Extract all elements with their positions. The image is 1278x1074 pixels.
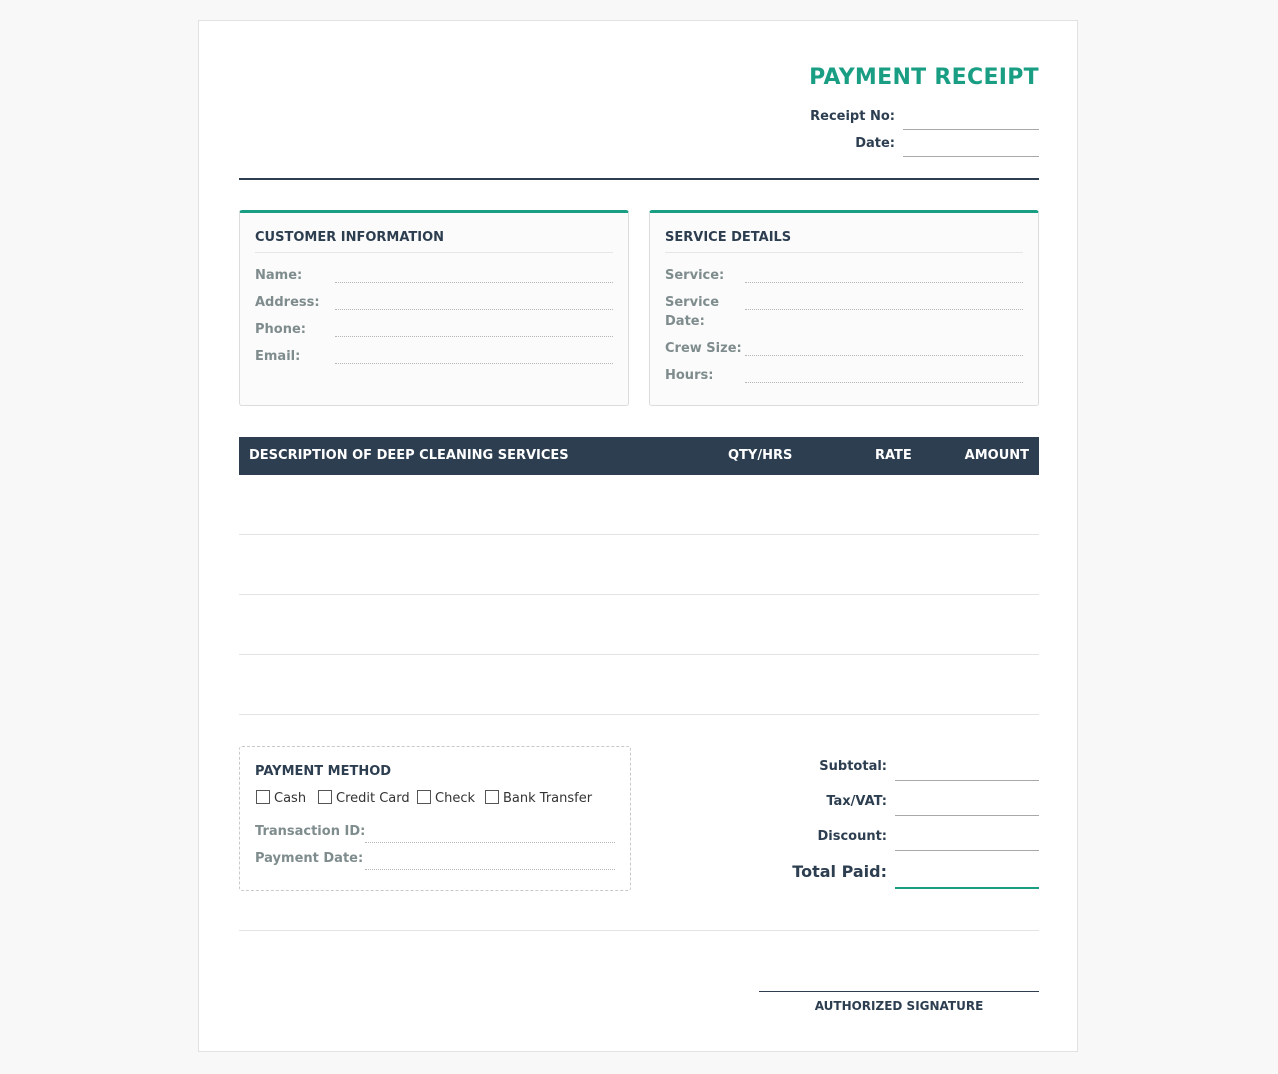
total-paid-row xyxy=(779,859,1039,885)
customer-phone-label: Phone: xyxy=(255,322,306,337)
service-date-label: Service Date: xyxy=(665,295,720,329)
customer-email-field[interactable] xyxy=(335,347,613,364)
check-checkbox[interactable] xyxy=(417,790,431,804)
transaction-id-field[interactable] xyxy=(365,824,615,843)
discount-row xyxy=(779,824,1039,850)
crew-size-label: Crew Size: xyxy=(665,341,742,356)
customer-name-label: Name: xyxy=(255,268,303,283)
signature-label: AUTHORIZED SIGNATURE xyxy=(814,999,984,1013)
receipt-content xyxy=(239,21,1039,1051)
crew-size-field[interactable] xyxy=(745,339,1023,356)
column-header-amount: AMOUNT xyxy=(964,448,1029,463)
total-paid-label: Total Paid: xyxy=(792,862,887,881)
table-row[interactable] xyxy=(239,535,1039,595)
service-field[interactable] xyxy=(745,266,1023,283)
page-title: PAYMENT RECEIPT xyxy=(809,65,1039,90)
service-label: Service: xyxy=(665,268,725,283)
bank-transfer-label: Bank Transfer xyxy=(503,791,593,806)
service-details-card xyxy=(649,210,1039,406)
cash-checkbox[interactable] xyxy=(256,790,270,804)
subtotal-row xyxy=(779,754,1039,780)
hours-label: Hours: xyxy=(665,368,714,383)
receipt-page xyxy=(198,20,1078,1052)
subtotal-field[interactable] xyxy=(895,754,1039,781)
subtotal-label: Subtotal: xyxy=(819,759,887,774)
bank-transfer-checkbox[interactable] xyxy=(485,790,499,804)
receipt-no-field[interactable] xyxy=(903,107,1039,130)
column-header-description: DESCRIPTION OF DEEP CLEANING SERVICES xyxy=(249,448,569,463)
customer-address-field[interactable] xyxy=(335,293,613,310)
customer-phone-field[interactable] xyxy=(335,320,613,337)
table-row[interactable] xyxy=(239,475,1039,535)
customer-info-title: CUSTOMER INFORMATION xyxy=(255,230,613,253)
column-header-qty: QTY/HRS xyxy=(728,448,793,463)
tax-label: Tax/VAT: xyxy=(826,794,887,809)
customer-info-card xyxy=(239,210,629,406)
payment-method-box xyxy=(239,746,631,891)
header-divider xyxy=(239,178,1039,180)
total-paid-field[interactable] xyxy=(895,859,1039,889)
customer-email-label: Email: xyxy=(255,349,301,364)
credit-card-label: Credit Card xyxy=(336,791,410,806)
payment-method-title: PAYMENT METHOD xyxy=(255,764,392,779)
payment-date-field[interactable] xyxy=(365,851,615,870)
table-row[interactable] xyxy=(239,655,1039,715)
receipt-no-row xyxy=(799,107,1039,129)
service-date-field[interactable] xyxy=(745,293,1023,310)
date-field[interactable] xyxy=(903,134,1039,157)
payment-date-label: Payment Date: xyxy=(255,851,364,866)
column-header-rate: RATE xyxy=(875,448,912,463)
check-label: Check xyxy=(435,791,475,806)
signature-line[interactable] xyxy=(759,991,1039,992)
footer-divider xyxy=(239,930,1039,931)
tax-row xyxy=(779,789,1039,815)
date-row xyxy=(799,134,1039,156)
customer-name-field[interactable] xyxy=(335,266,613,283)
receipt-no-label: Receipt No: xyxy=(810,109,895,124)
table-row[interactable] xyxy=(239,595,1039,655)
credit-card-checkbox[interactable] xyxy=(318,790,332,804)
cash-label: Cash xyxy=(274,791,307,806)
service-details-title: SERVICE DETAILS xyxy=(665,230,1023,253)
tax-field[interactable] xyxy=(895,789,1039,816)
discount-field[interactable] xyxy=(895,824,1039,851)
date-label: Date: xyxy=(855,136,895,151)
discount-label: Discount: xyxy=(817,829,887,844)
customer-address-label: Address: xyxy=(255,295,320,310)
hours-field[interactable] xyxy=(745,366,1023,383)
transaction-id-label: Transaction ID: xyxy=(255,824,366,839)
services-table-header xyxy=(239,437,1039,475)
